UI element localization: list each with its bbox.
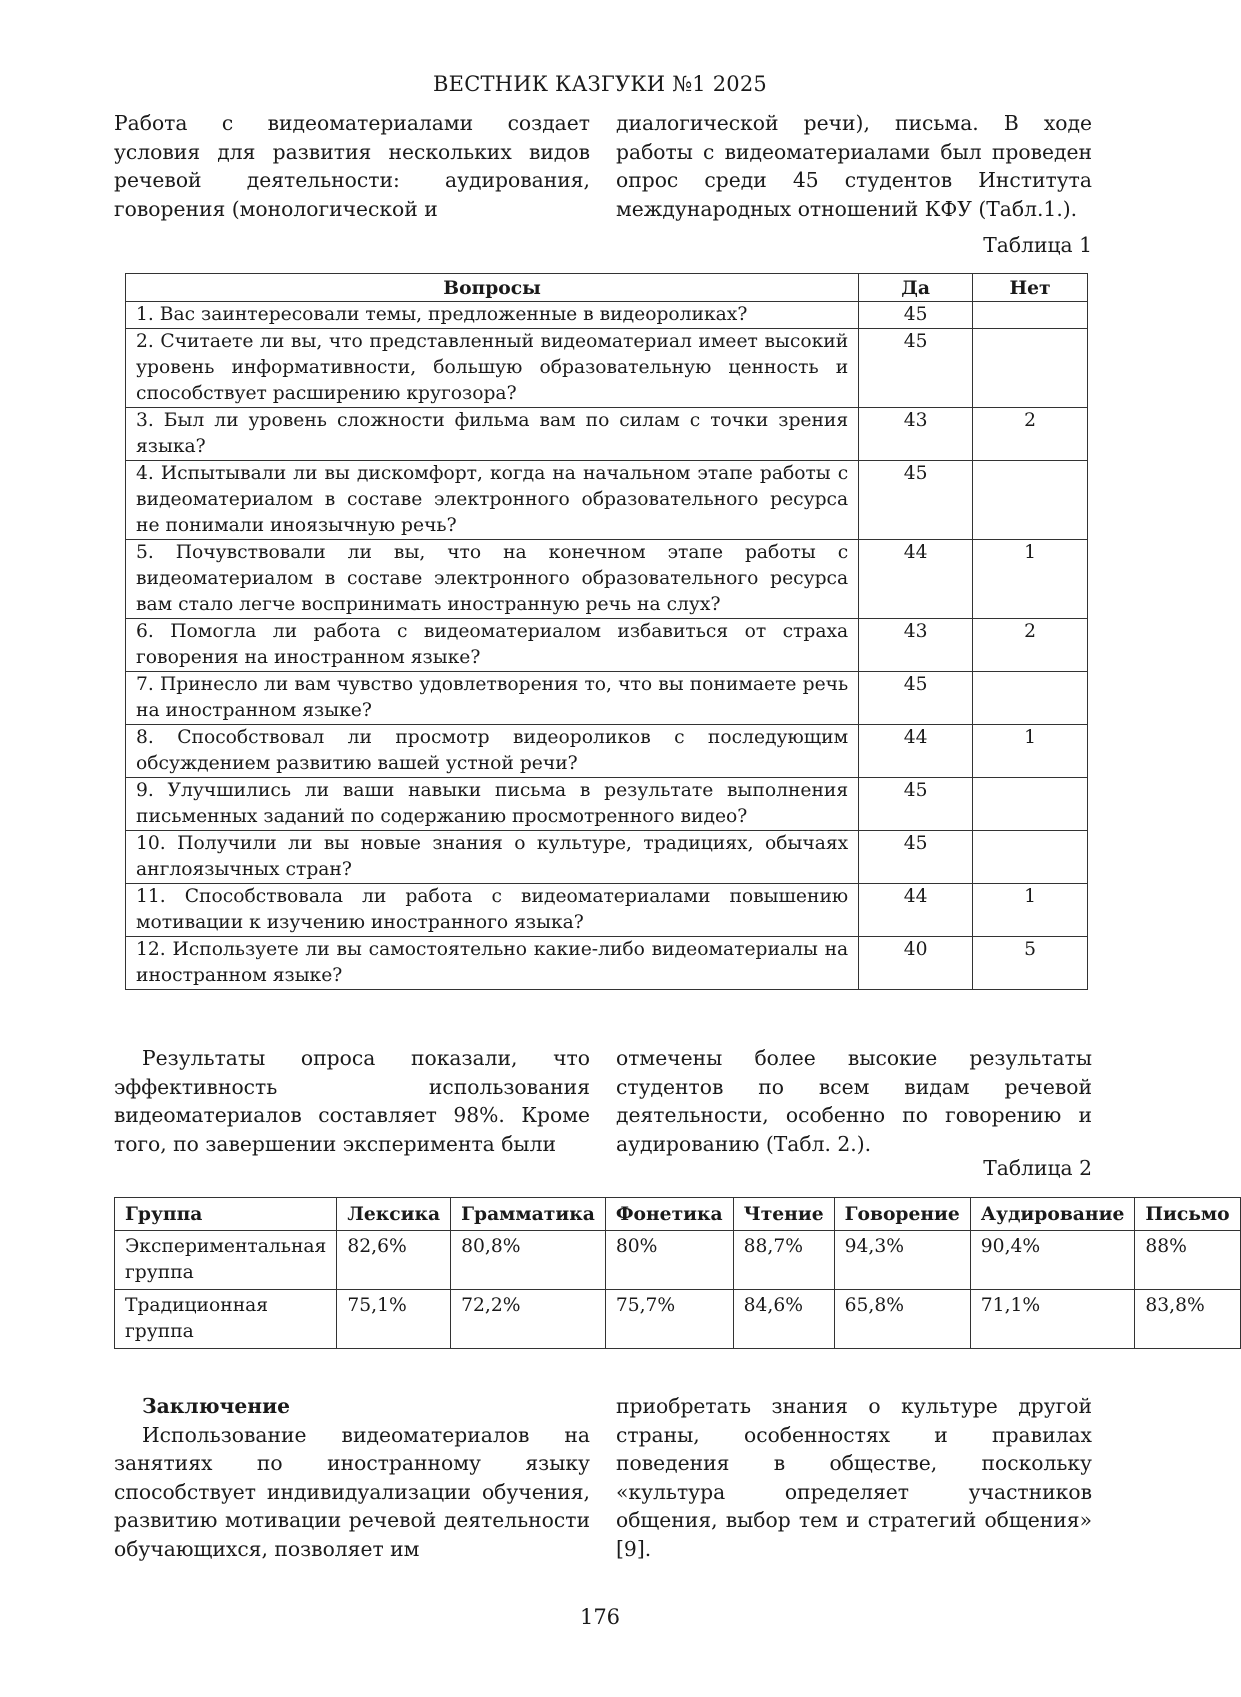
table2-caption: Таблица 2 <box>983 1156 1092 1180</box>
intro-left-column <box>114 109 590 223</box>
table-row <box>126 408 1088 461</box>
yes-cell: 44 <box>859 540 973 619</box>
no-cell: 1 <box>973 725 1088 778</box>
table-header-row <box>126 274 1088 302</box>
value-cell: 80% <box>605 1231 733 1290</box>
no-cell: 1 <box>973 884 1088 937</box>
results-text-left: Результаты опроса показали, что эффективность использования видеоматериалов составляет 98%. Кроме того, по завершении эксперимента были <box>114 1046 590 1156</box>
table-row <box>115 1231 1241 1290</box>
group-cell: Традиционная группа <box>115 1290 337 1349</box>
group-cell: Экспериментальная группа <box>115 1231 337 1290</box>
yes-cell: 43 <box>859 408 973 461</box>
value-cell: 72,2% <box>451 1290 606 1349</box>
question-cell: 1. Вас заинтересовали темы, предложенные в видеороликах? <box>126 302 859 329</box>
value-cell: 90,4% <box>970 1231 1135 1290</box>
conclusion-heading: Заключение <box>142 1394 291 1418</box>
value-cell: 75,1% <box>337 1290 451 1349</box>
question-cell: 3. Был ли уровень сложности фильма вам по силам с точки зрения языка? <box>126 408 859 461</box>
question-cell: 4. Испытывали ли вы дискомфорт, когда на начальном этапе работы с видеоматериалом в составе электронного образовательного ресурса не понимали иноязычную речь? <box>126 461 859 540</box>
table-row <box>126 884 1088 937</box>
yes-cell: 44 <box>859 725 973 778</box>
table1-caption: Таблица 1 <box>983 233 1092 257</box>
yes-cell: 40 <box>859 937 973 990</box>
no-cell <box>973 672 1088 725</box>
header-writing: Письмо <box>1135 1198 1240 1231</box>
question-cell: 8. Способствовал ли просмотр видеороликов с последующим обсуждением развитию вашей устной речи? <box>126 725 859 778</box>
no-cell: 1 <box>973 540 1088 619</box>
yes-cell: 43 <box>859 619 973 672</box>
header-speaking: Говорение <box>834 1198 970 1231</box>
no-cell <box>973 461 1088 540</box>
table-header-row <box>115 1198 1241 1231</box>
conclusion-left-column <box>114 1392 590 1563</box>
table-row <box>126 619 1088 672</box>
no-cell <box>973 302 1088 329</box>
yes-cell: 45 <box>859 329 973 408</box>
table-row <box>126 778 1088 831</box>
question-cell: 2. Считаете ли вы, что представленный видеоматериал имеет высокий уровень информативности, большую образовательную ценность и способствует расширению кругозора? <box>126 329 859 408</box>
header-question: Вопросы <box>126 274 859 302</box>
table-row <box>126 937 1088 990</box>
header-listening: Аудирование <box>970 1198 1135 1231</box>
table-row <box>126 329 1088 408</box>
results-table <box>114 1197 1241 1349</box>
question-cell: 6. Помогла ли работа с видеоматериалом избавиться от страха говорения на иностранном языке? <box>126 619 859 672</box>
survey-table <box>125 273 1088 990</box>
intro-text-left: Работа с видеоматериалами создает условия для развития нескольких видов речевой деятельности: аудирования, говорения (монологической и <box>114 111 590 221</box>
question-cell: 10. Получили ли вы новые знания о культуре, традициях, обычаях англоязычных стран? <box>126 831 859 884</box>
intro-text-right: диалогической речи), письма. В ходе работы с видеоматериалами был проведен опрос среди 45 студентов Института международных отношений КФУ (Табл.1.). <box>616 111 1092 221</box>
table-row <box>126 302 1088 329</box>
value-cell: 83,8% <box>1135 1290 1240 1349</box>
yes-cell: 45 <box>859 302 973 329</box>
value-cell: 80,8% <box>451 1231 606 1290</box>
yes-cell: 45 <box>859 831 973 884</box>
value-cell: 88% <box>1135 1231 1240 1290</box>
yes-cell: 45 <box>859 461 973 540</box>
results-right-column <box>616 1044 1092 1158</box>
table-row <box>126 672 1088 725</box>
table-row <box>126 831 1088 884</box>
table-row <box>126 725 1088 778</box>
no-cell <box>973 778 1088 831</box>
table-row <box>126 461 1088 540</box>
header-reading: Чтение <box>733 1198 834 1231</box>
no-cell: 2 <box>973 619 1088 672</box>
yes-cell: 45 <box>859 672 973 725</box>
question-cell: 5. Почувствовали ли вы, что на конечном этапе работы с видеоматериалом в составе электронного образовательного ресурса вам стало легче воспринимать иностранную речь на слух? <box>126 540 859 619</box>
conclusion-right-column <box>616 1392 1092 1563</box>
header-yes: Да <box>859 274 973 302</box>
value-cell: 75,7% <box>605 1290 733 1349</box>
question-cell: 12. Используете ли вы самостоятельно какие-либо видеоматериалы на иностранном языке? <box>126 937 859 990</box>
conclusion-text-right: приобретать знания о культуре другой страны, особенностях и правилах поведения в обществе, поскольку «культура определяет участников общения, выбор тем и стратегий общения» [9]. <box>616 1394 1092 1561</box>
question-cell: 7. Принесло ли вам чувство удовлетворения то, что вы понимаете речь на иностранном языке? <box>126 672 859 725</box>
question-cell: 11. Способствовала ли работа с видеоматериалами повышению мотивации к изучению иностранного языка? <box>126 884 859 937</box>
page-number: 176 <box>579 1605 621 1629</box>
question-cell: 9. Улучшились ли ваши навыки письма в результате выполнения письменных заданий по содержанию просмотренного видео? <box>126 778 859 831</box>
value-cell: 94,3% <box>834 1231 970 1290</box>
header-grammar: Грамматика <box>451 1198 606 1231</box>
header-phonetics: Фонетика <box>605 1198 733 1231</box>
results-left-column <box>114 1044 590 1158</box>
value-cell: 84,6% <box>733 1290 834 1349</box>
table-row <box>126 540 1088 619</box>
results-text-right: отмечены более высокие результаты студентов по всем видам речевой деятельности, особенно по говорению и аудированию (Табл. 2.). <box>616 1046 1092 1156</box>
value-cell: 71,1% <box>970 1290 1135 1349</box>
no-cell <box>973 831 1088 884</box>
no-cell: 2 <box>973 408 1088 461</box>
value-cell: 65,8% <box>834 1290 970 1349</box>
yes-cell: 44 <box>859 884 973 937</box>
header-no: Нет <box>973 274 1088 302</box>
yes-cell: 45 <box>859 778 973 831</box>
table-row <box>115 1290 1241 1349</box>
no-cell: 5 <box>973 937 1088 990</box>
header-group: Группа <box>115 1198 337 1231</box>
header-lexicon: Лексика <box>337 1198 451 1231</box>
value-cell: 88,7% <box>733 1231 834 1290</box>
value-cell: 82,6% <box>337 1231 451 1290</box>
intro-right-column <box>616 109 1092 223</box>
journal-header: ВЕСТНИК КАЗГУКИ №1 2025 <box>433 72 767 96</box>
no-cell <box>973 329 1088 408</box>
conclusion-text-left: Использование видеоматериалов на занятиях по иностранному языку способствует индивидуализации обучения, развитию мотивации речевой деятельности обучающихся, позволяет им <box>114 1422 590 1561</box>
